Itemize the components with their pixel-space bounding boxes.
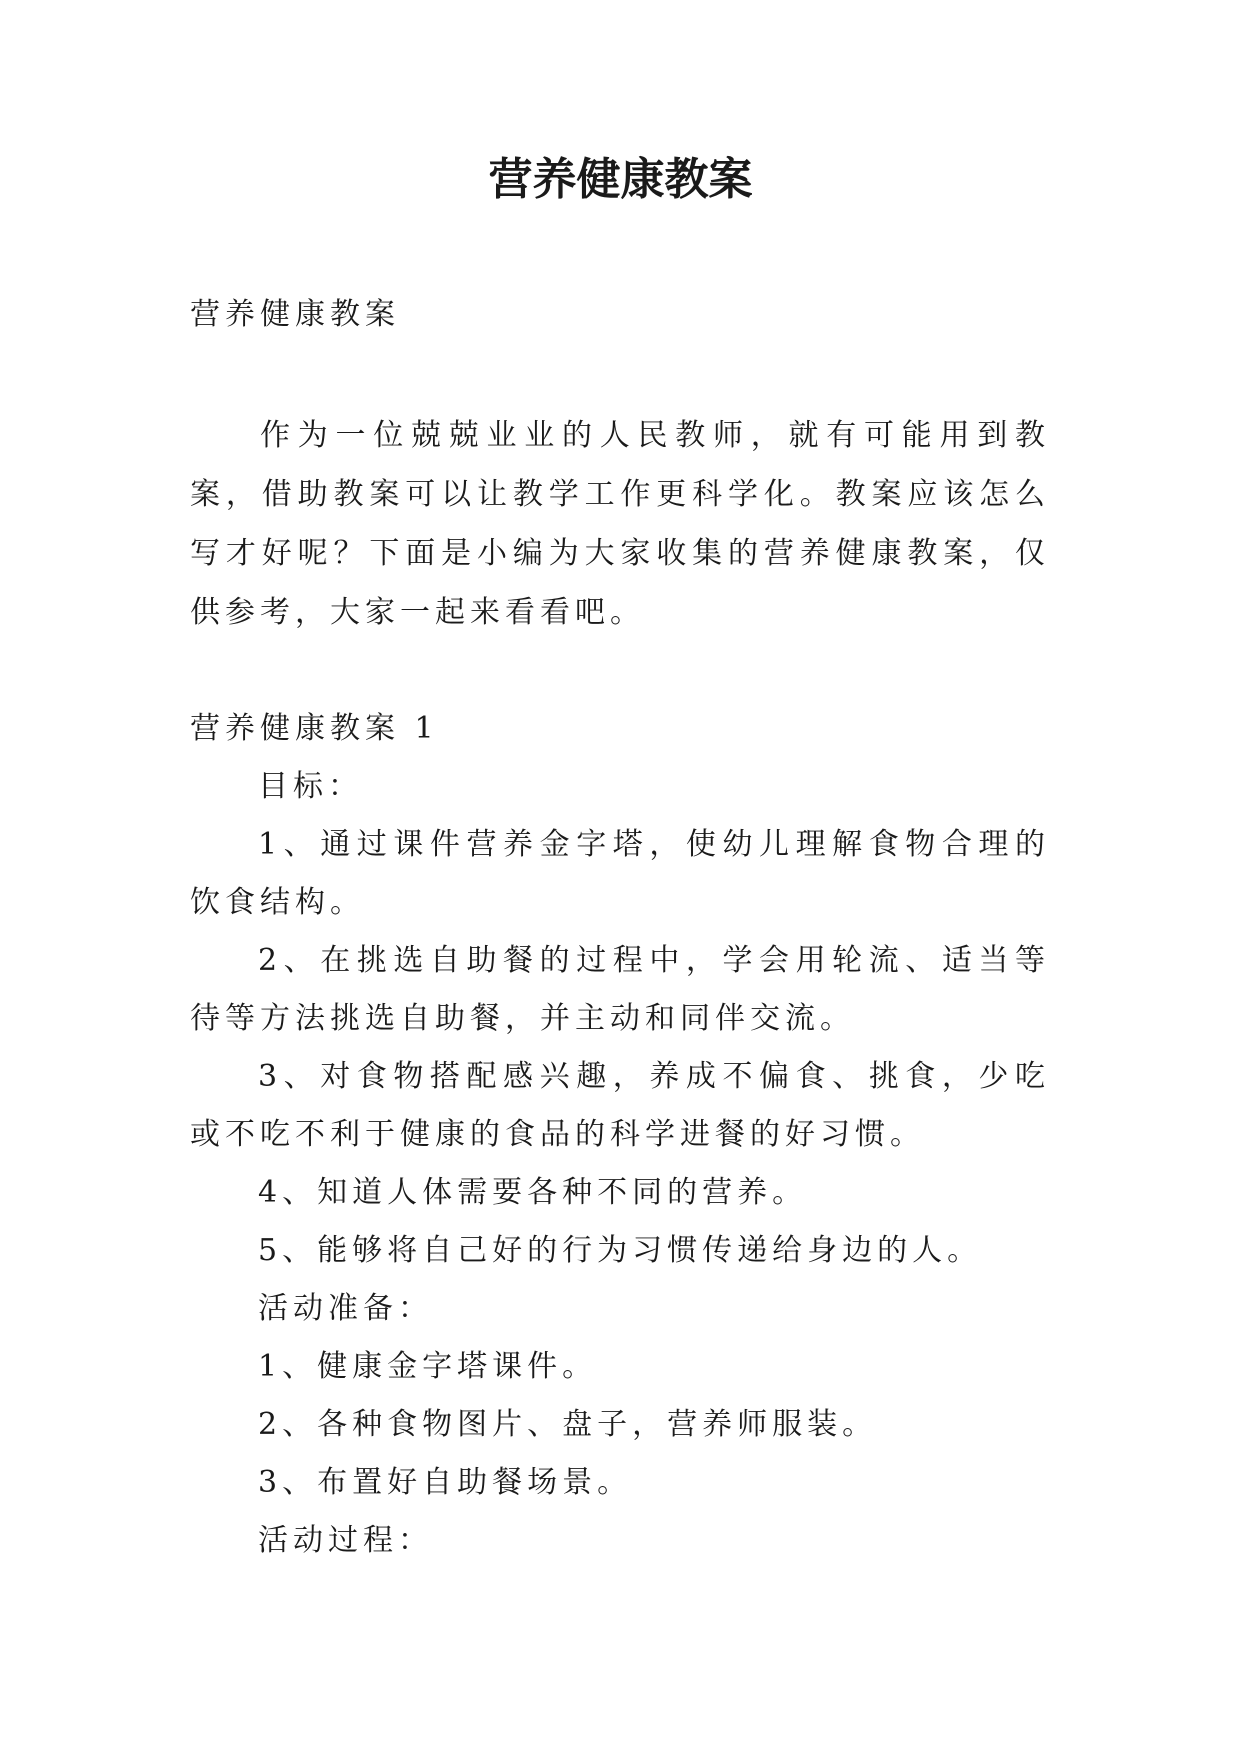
prep-item: 1、健康金字塔课件。	[258, 1349, 598, 1384]
prep-item: 3、布置好自助餐场景。	[258, 1465, 633, 1500]
goals-label: 目标：	[258, 769, 363, 804]
goal-item: 5、能够将自己好的行为习惯传递给身边的人。	[258, 1233, 983, 1268]
section-title: 营养健康教案 1	[190, 711, 439, 746]
prep-item: 2、各种食物图片、盘子，营养师服装。	[258, 1407, 878, 1442]
goal-item: 4、知道人体需要各种不同的营养。	[258, 1175, 808, 1210]
intro-paragraph: 作为一位兢兢业业的人民教师，就有可能用到教案，借助教案可以让教学工作更科学化。教案应该怎么写才好呢？下面是小编为大家收集的营养健康教案，仅供参考，大家一起来看看吧。	[190, 418, 1050, 630]
prep-label: 活动准备：	[258, 1291, 433, 1326]
goal-item: 3、对食物搭配感兴趣，养成不偏食、挑食，少吃或不吃不利于健康的食品的科学进餐的好习惯。	[190, 1059, 1050, 1152]
process-label: 活动过程：	[258, 1523, 433, 1558]
document-subtitle: 营养健康教案	[190, 297, 400, 332]
goal-item: 2、在挑选自助餐的过程中，学会用轮流、适当等待等方法挑选自助餐，并主动和同伴交流。	[190, 943, 1050, 1036]
document-title: 营养健康教案	[488, 154, 753, 205]
lesson-section	[190, 700, 1050, 1570]
goal-item: 1、通过课件营养金字塔，使幼儿理解食物合理的饮食结构。	[190, 827, 1050, 920]
